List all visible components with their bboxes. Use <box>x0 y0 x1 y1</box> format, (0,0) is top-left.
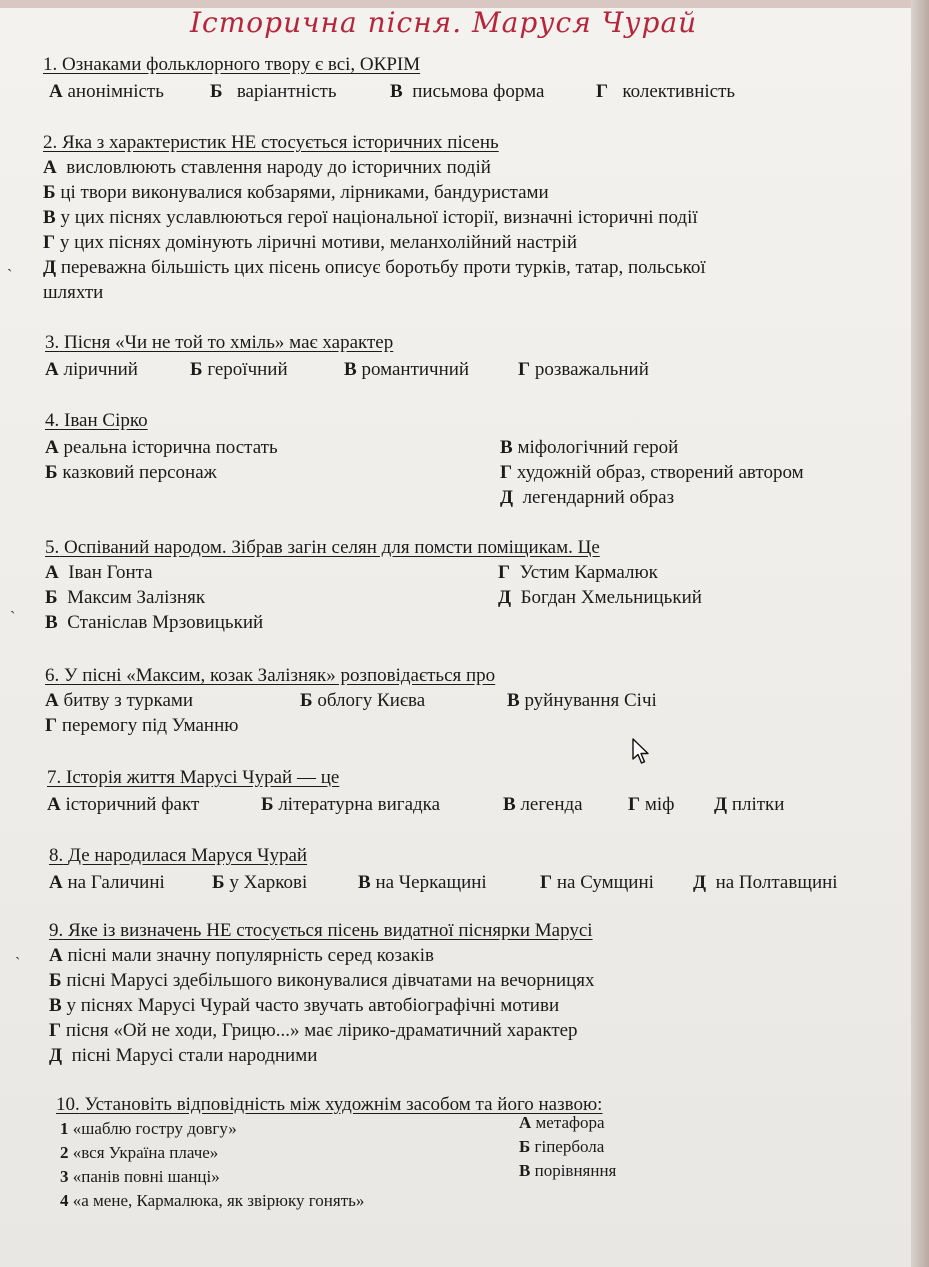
question-6-heading: 6. У пісні «Максим, козак Залізняк» розповідається про <box>45 665 496 686</box>
question-10 <box>56 1093 856 1213</box>
match-option: Б гіпербола <box>519 1137 605 1156</box>
option: А Іван Гонта <box>45 562 153 583</box>
question-10-row <box>56 1161 856 1189</box>
option: В міфологічний герой <box>500 437 679 458</box>
pen-mark: ˏ <box>7 255 13 272</box>
question-10-heading: 10. Установіть відповідність між художнім засобом та його назвою: <box>56 1094 603 1115</box>
option: В на Черкащині <box>358 872 487 893</box>
question-3 <box>45 330 745 382</box>
option: Б літературна вигадка <box>261 794 441 815</box>
option: А ліричний <box>45 359 138 380</box>
option: Б варіантність <box>210 81 337 102</box>
match-option: В порівняння <box>519 1161 617 1180</box>
match-item: 1 «шаблю гостру довгу» <box>60 1119 237 1138</box>
option: Б казковий персонаж <box>45 462 217 483</box>
question-9 <box>49 918 595 1068</box>
option: Д легендарний образ <box>500 487 675 508</box>
question-5-row <box>45 585 865 610</box>
page-edge <box>911 0 929 1267</box>
question-8-row <box>49 870 879 895</box>
question-10-row <box>56 1189 856 1213</box>
option: Г розважальний <box>518 359 649 380</box>
option: Б героїчний <box>190 359 288 380</box>
option: В романтичний <box>344 359 470 380</box>
question-7 <box>47 765 867 817</box>
option: Д плітки <box>714 794 785 815</box>
option-continuation: шляхти <box>43 282 104 303</box>
option: Г на Сумщині <box>540 872 654 893</box>
question-2 <box>43 130 706 305</box>
match-item: 3 «панів повні шанці» <box>60 1167 220 1186</box>
question-4-row <box>45 485 865 510</box>
question-1-heading: 1. Ознаками фольклорного твору є всі, ОКРІМ <box>43 54 421 75</box>
pen-mark: ˏ <box>15 943 21 960</box>
mouse-pointer-icon <box>631 738 651 766</box>
option: Д переважна більшість цих пісень описує боротьбу проти турків, татар, польської <box>43 257 706 278</box>
match-item: 4 «а мене, Кармалюка, як звірюку гонять» <box>60 1191 365 1210</box>
question-10-row <box>56 1113 856 1141</box>
option: Г Устим Кармалюк <box>498 562 658 583</box>
question-7-row <box>47 792 867 817</box>
option: Д пісні Марусі стали народними <box>49 1045 318 1066</box>
option: А на Галичині <box>49 872 165 893</box>
option: Д Богдан Хмельницький <box>498 587 702 608</box>
option: В легенда <box>503 794 583 815</box>
question-3-options <box>45 357 745 382</box>
question-10-row <box>56 1137 856 1165</box>
question-3-heading: 3. Пісня «Чи не той то хміль» має характер <box>45 332 394 353</box>
question-7-heading: 7. Історія життя Марусі Чурай — це <box>47 767 340 788</box>
option: Г перемогу під Уманню <box>45 715 239 736</box>
question-4 <box>45 408 865 510</box>
question-6-row <box>45 713 865 738</box>
option: В руйнування Січі <box>507 690 657 711</box>
option: Г пісня «Ой не ходи, Грицю...» має лірико-драматичний характер <box>49 1020 578 1041</box>
option: В у піснях Марусі Чурай часто звучать автобіографічні мотиви <box>49 995 560 1016</box>
question-4-row <box>45 435 865 460</box>
question-2-heading: 2. Яка з характеристик НЕ стосується історичних пісень <box>43 132 499 153</box>
option: А пісні мали значну популярність серед козаків <box>49 945 434 966</box>
match-item: 2 «вся Україна плаче» <box>60 1143 219 1162</box>
option: В у цих піснях уславлюються герої національної історії, визначні історичні події <box>43 207 698 228</box>
question-8 <box>49 843 879 895</box>
question-4-row <box>45 460 865 485</box>
handwritten-title: Історична пісня. Маруся Чурай <box>190 6 698 39</box>
question-5 <box>45 535 865 635</box>
option: Г художній образ, створений автором <box>500 462 804 483</box>
option: Б у Харкові <box>212 872 308 893</box>
option: А анонімність <box>49 81 164 102</box>
option: А реальна історична постать <box>45 437 278 458</box>
option: Г колективність <box>596 81 736 102</box>
option: Б облогу Києва <box>300 690 426 711</box>
question-4-heading: 4. Іван Сірко <box>45 410 148 431</box>
option: В Станіслав Мрзовицький <box>45 612 264 633</box>
option: Д на Полтавщині <box>693 872 838 893</box>
option: Б пісні Марусі здебільшого виконувалися дівчатами на вечорницях <box>49 970 595 991</box>
question-6 <box>45 663 865 738</box>
question-1-options <box>43 79 803 104</box>
question-5-heading: 5. Оспіваний народом. Зібрав загін селян для помсти поміщикам. Це <box>45 537 600 558</box>
option: А битву з турками <box>45 690 194 711</box>
option: Г у цих піснях домінують ліричні мотиви, меланхолійний настрій <box>43 232 577 253</box>
pen-mark: ˏ <box>10 597 16 614</box>
option: Б ці твори виконувалися кобзарями, лірниками, бандуристами <box>43 182 549 203</box>
question-1 <box>43 52 803 104</box>
match-option: А метафора <box>519 1113 605 1132</box>
question-9-heading: 9. Яке із визначень НЕ стосується пісень видатної піснярки Марусі <box>49 920 593 941</box>
question-5-row <box>45 610 865 635</box>
question-6-row <box>45 688 865 713</box>
option: Г міф <box>628 794 675 815</box>
option: А історичний факт <box>47 794 200 815</box>
option: В письмова форма <box>390 81 545 102</box>
option: Б Максим Залізняк <box>45 587 206 608</box>
option: А висловлюють ставлення народу до історичних подій <box>43 157 491 178</box>
question-8-heading: 8. Де народилася Маруся Чурай <box>49 845 308 866</box>
question-5-row <box>45 560 865 585</box>
